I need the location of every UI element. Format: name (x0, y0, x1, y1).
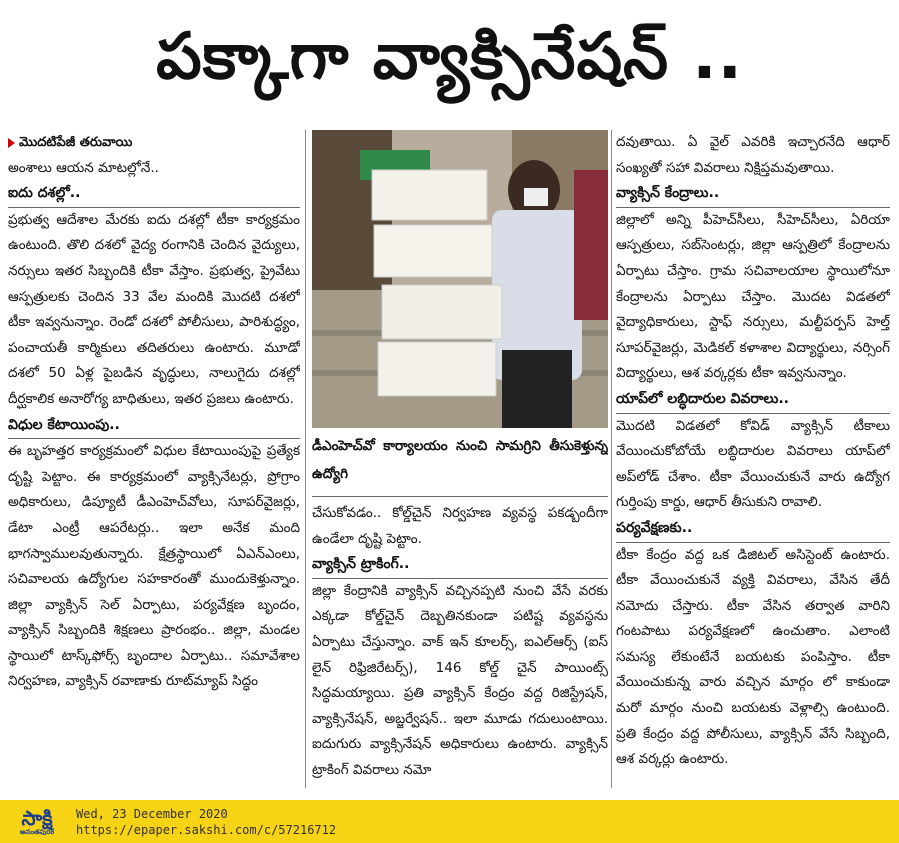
subheading: యాప్‌లో లబ్ధిదారుల వివరాలు.. (616, 387, 890, 414)
triangle-marker-icon (8, 138, 15, 148)
subheading: పర్యవేక్షణకు.. (616, 516, 890, 543)
continued-label: మొదటిపేజీ తరువాయి (19, 135, 133, 150)
paragraph: జిల్లా కేంద్రానికి వ్యాక్సిన్ వచ్చినప్పటి నుంచి వేసే వరకు ఎక్కడా కోల్డ్‌చైన్ దెబ్బతినకుండా పటిష్ట వ్యవస్థను ఏర్పాటు చేస్తున్నాం. వాక్ ఇన్ కూలర్స్, ఐఎల్‌ఆర్స్ (ఐస్ లైన్ రిఫ్రిజిరేటర్స్), 146 కోల్డ్ చైన్ పాయింట్స్ సిద్ధమయ్యాయి. ప్రతి వ్యాక్సిన్ కేంద్రం వద్ద రిజిస్ట్రేషన్, వ్యాక్సినేషన్, అబ్జర్వేషన్.. ఇలా మూడు గదులుంటాయి. ఐదుగురు వ్యాక్సినేషన్ అధికారులు ఉంటారు. వ్యాక్సిన్ ట్రాకింగ్ వివరాలు నమో (312, 582, 608, 778)
sakshi-logo (8, 804, 66, 840)
epaper-link[interactable]: https://epaper.sakshi.com/c/57216712 (76, 822, 337, 837)
footer-meta (76, 806, 336, 838)
column-divider (611, 130, 612, 788)
paragraph: జిల్లాలో అన్ని పీహెచ్‌సీలు, సీహెచ్‌సీలు, ఏరియా ఆస్పత్రులు, సబ్‌సెంటర్లు, జిల్లా ఆస్పత్రిలో కేంద్రాలను ఏర్పాటు చేస్తాం. గ్రామ సచివాలయాల స్థాయిలోనూ కేంద్రాలను ఏర్పాటు చేస్తాం. మొదట విడతలో వైద్యాధికారులు, స్టాఫ్ నర్సులు, మల్టీపర్పస్ హెల్త్ సూపర్‌వైజర్లు, మెడికల్ కళాశాల విద్యార్థులు, నర్సింగ్ విద్యార్థులు, ఆశ వర్కర్లకు టీకా ఇవ్వనున్నాం. (616, 211, 890, 382)
logo-edition: అనంతపురం (19, 827, 55, 836)
paragraph: టీకా కేంద్రం వద్ద ఒక డిజిటల్ అసిస్టెంట్ ఉంటారు. టీకా వేయించుకునే వ్యక్తి వివరాలు, వేసిన తేదీ నమోదు చేస్తారు. టీకా వేసిన తర్వాత వారిని గంటపాటు పర్యవేక్షణలో ఉంచుతాం. ఎలాంటి సమస్య లేకుంటేనే బయటకు పంపిస్తాం. టీకా వేయించుకున్న వారు వచ్చిన మార్గం లో కాకుండా మరో మార్గం నుంచి బయటకు వెళ్లాల్సి ఉంటుంది. ప్రతి కేంద్రం వద్ద పోలీసులు, వ్యాక్సిన్ వేసే సిబ్బంది, ఆశ వర్కర్లు ఉంటారు. (616, 546, 890, 768)
edition-date: Wed, 23 December 2020 (76, 806, 228, 821)
epaper-footer (0, 800, 899, 843)
article-column-1 (8, 130, 300, 790)
continued-marker (8, 130, 300, 156)
subheading: వ్యాక్సిన్ కేంద్రాలు.. (616, 181, 890, 208)
paragraph: దవుతాయి. ఏ వైల్ ఎవరికి ఇచ్చారనేది ఆధార్ సంఖ్యతో సహా వివరాలు నిక్షిప్తమవుతాయి. (616, 134, 890, 176)
paragraph: అంశాలు ఆయన మాటల్లోనే.. (8, 159, 159, 176)
logo-text: సాక్షి (21, 805, 53, 830)
photo-caption: డీఎంహెచ్‌వో కార్యాలయం నుంచి సామగ్రిని తీసుకెళ్తున్న ఉద్యోగి (312, 428, 608, 497)
news-photo (312, 130, 608, 428)
article-column-2 (312, 130, 608, 790)
paragraph: మొదటి విడతలో కోవిడ్ వ్యాక్సిన్ టీకాలు వేయించుకోబోయే లబ్ధిదారుల వివరాలు యాప్‌లో అప్‌లోడ్ చేశాం. టీకా వేయించుకునే వారు ఉద్యోగ గుర్తింపు కార్డు, ఆధార్ తీసుకుని రావాలి. (616, 417, 890, 511)
subheading: ఐదు దశల్లో.. (8, 181, 300, 208)
paragraph: చేసుకోవడం.. కోల్డ్‌చైన్ నిర్వహణ వ్యవస్థ పకడ్బందీగా ఉండేలా దృష్టి పెట్టాం. (312, 505, 608, 547)
paragraph: ప్రభుత్వ ఆదేశాల మేరకు ఐదు దశల్లో టీకా కార్యక్రమం ఉంటుంది. తొలి దశలో వైద్య రంగానికి చెందిన వైద్యులు, నర్సులు ఇతర సిబ్బందికి టీకా వేస్తాం. ప్రభుత్వ, ప్రైవేటు ఆస్పత్రులకు చెందిన 33 వేల మందికి మొదటి దశలో టీకా ఇవ్వనున్నాం. రెండో దశలో పోలీసులు, పారిశుద్ధ్యం, పంచాయతీ కార్మికులు తదితరులు ఉంటారు. మూడో దశలో 50 ఏళ్ల పైబడిన వృద్ధులు, నాలుగైదు దశల్లో దీర్ఘకాలిక అనారోగ్య బాధితులు, ఇతర ప్రజలు ఉంటారు. (8, 211, 300, 407)
subheading: వ్యాక్సిన్ ట్రాకింగ్.. (312, 552, 608, 579)
worker-carrying-boxes-photo (312, 130, 608, 428)
column-divider (305, 130, 306, 788)
paragraph: ఈ బృహత్తర కార్యక్రమంలో విధుల కేటాయింపుపై ప్రత్యేక దృష్టి పెట్టాం. ఈ కార్యక్రమంలో వ్యాక్సినేటర్లు, ప్రోగ్రాం అధికారులు, డిప్యూటీ డీఎంహెచ్‌వోలు, సూపర్‌వైజర్లు, డేటా ఎంట్రీ ఆపరేటర్లు.. ఇలా అనేక మంది భాగస్వాములవుతున్నారు. క్షేత్రస్థాయిలో ఏఎన్‌ఎంలు, సచివాలయ ఉద్యోగుల సహకారంతో ముందుకెళ్తున్నాం. జిల్లా వ్యాక్సిన్ సెల్ ఏర్పాటు, పర్యవేక్షణ బృందం, వ్యాక్సిన్ సిబ్బందికి శిక్షణలు ప్రారంభం.. జిల్లా, మండల స్థాయిలో టాస్క్‌ఫోర్స్ బృందాల ఏర్పాటు.. సమావేశాల నిర్వహణ, వ్యాక్సిన్ రవాణాకు రూట్‌మ్యాప్ సిద్ధం (8, 443, 300, 690)
headline: పక్కాగా వ్యాక్సినేషన్ .. (156, 19, 743, 94)
subheading: విధుల కేటాయింపు.. (8, 413, 300, 440)
article-column-3 (616, 130, 890, 790)
